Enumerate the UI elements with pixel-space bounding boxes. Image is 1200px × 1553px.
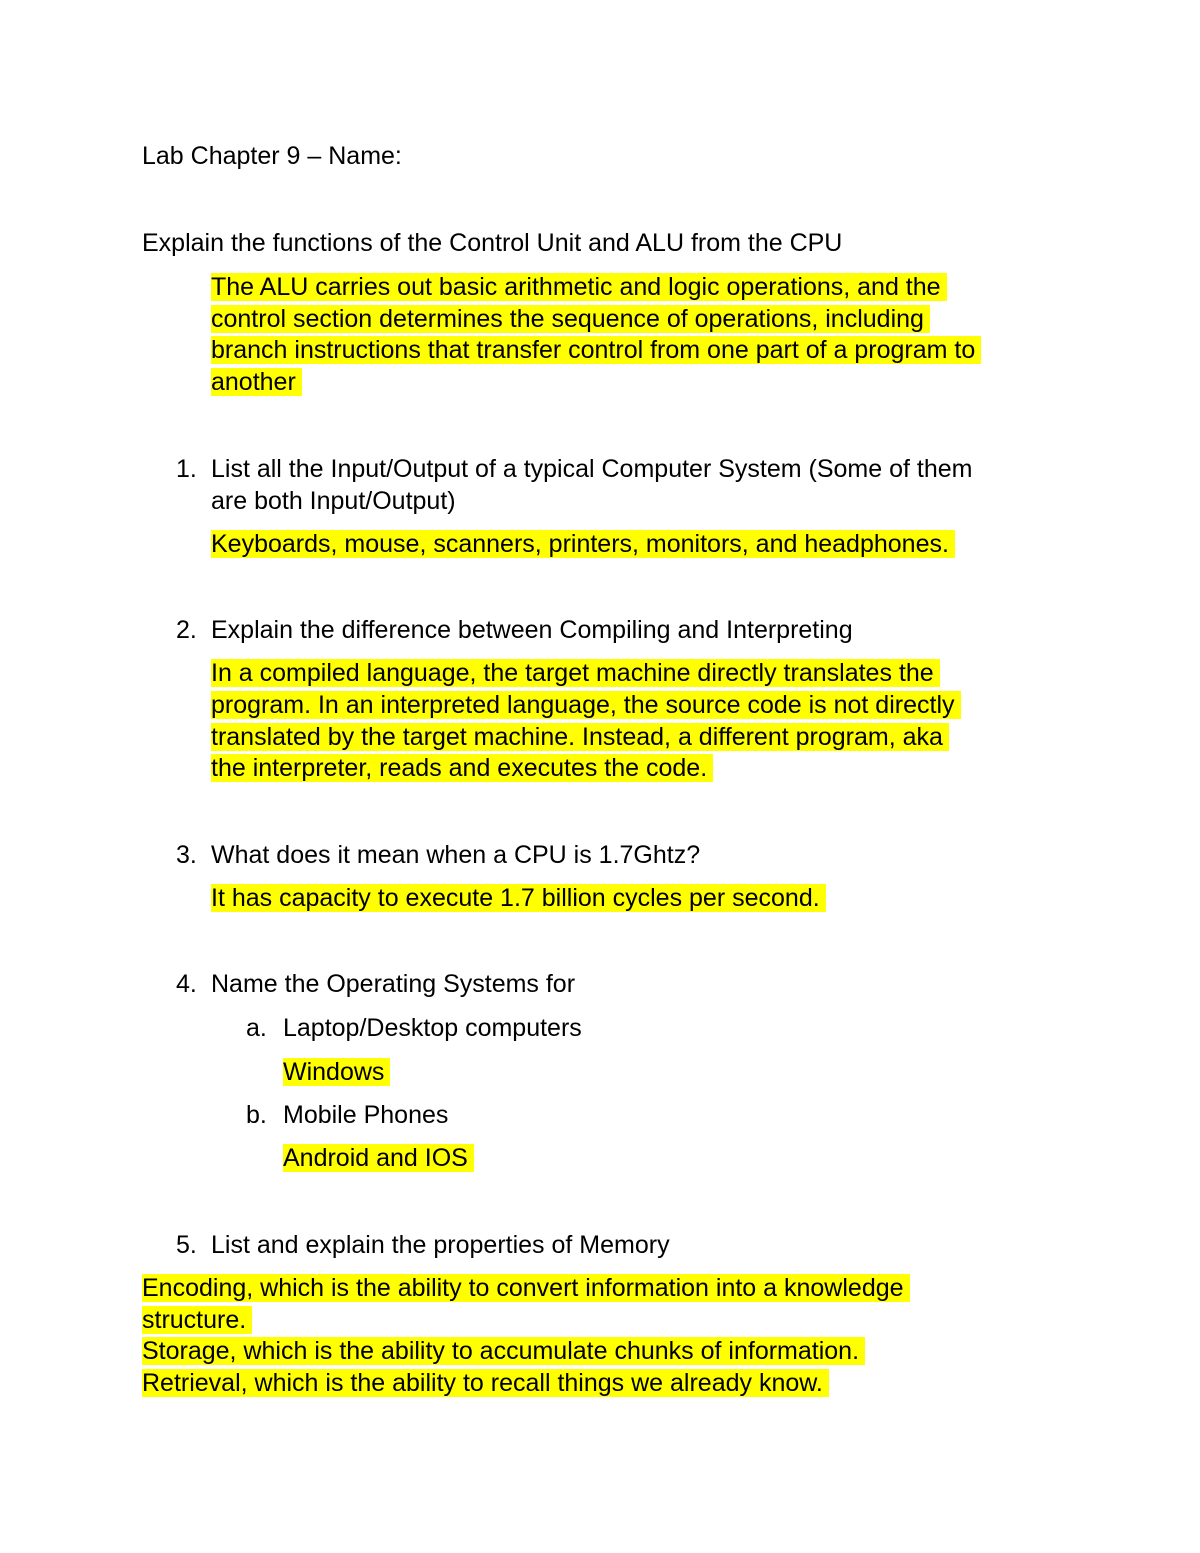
q4a-answer: Windows bbox=[283, 1057, 390, 1088]
q3-number: 3. bbox=[176, 841, 197, 869]
q2-number: 2. bbox=[176, 616, 197, 644]
q5-answer-line: Retrieval, which is the ability to recall things we already know. bbox=[142, 1368, 829, 1399]
intro-answer-line: another bbox=[211, 367, 302, 398]
q2-question: Explain the difference between Compiling and Interpreting bbox=[211, 616, 853, 644]
q3-question: What does it mean when a CPU is 1.7Ghtz? bbox=[211, 841, 701, 869]
q2-answer-line: translated by the target machine. Instead, a different program, aka bbox=[211, 722, 949, 753]
q4b-answer: Android and IOS bbox=[283, 1143, 474, 1174]
q1-number: 1. bbox=[176, 455, 197, 483]
q2-answer-line: In a compiled language, the target machine directly translates the bbox=[211, 658, 940, 689]
q4b-label: Mobile Phones bbox=[283, 1101, 449, 1129]
q4a-letter: a. bbox=[246, 1014, 267, 1042]
q4a-label: Laptop/Desktop computers bbox=[283, 1014, 582, 1042]
q2-answer-line: program. In an interpreted language, the source code is not directly bbox=[211, 690, 961, 721]
q5-answer-line: structure. bbox=[142, 1305, 252, 1336]
q3-answer: It has capacity to execute 1.7 billion cycles per second. bbox=[211, 883, 826, 914]
q4b-letter: b. bbox=[246, 1101, 267, 1129]
q2-answer-line: the interpreter, reads and executes the code. bbox=[211, 753, 713, 784]
q1-question-line: are both Input/Output) bbox=[211, 487, 456, 515]
q4-number: 4. bbox=[176, 970, 197, 998]
q1-question-line: List all the Input/Output of a typical Computer System (Some of them bbox=[211, 455, 973, 483]
page-title: Lab Chapter 9 – Name: bbox=[142, 142, 402, 170]
q5-answer-line: Encoding, which is the ability to convert information into a knowledge bbox=[142, 1273, 910, 1304]
q5-number: 5. bbox=[176, 1231, 197, 1259]
intro-answer-line: The ALU carries out basic arithmetic and logic operations, and the bbox=[211, 272, 947, 303]
intro-question: Explain the functions of the Control Unit and ALU from the CPU bbox=[142, 229, 843, 257]
q5-question: List and explain the properties of Memory bbox=[211, 1231, 670, 1259]
q1-answer: Keyboards, mouse, scanners, printers, monitors, and headphones. bbox=[211, 529, 955, 560]
q5-answer-line: Storage, which is the ability to accumulate chunks of information. bbox=[142, 1336, 865, 1367]
intro-answer-line: control section determines the sequence of operations, including bbox=[211, 304, 930, 335]
intro-answer-line: branch instructions that transfer control from one part of a program to bbox=[211, 335, 981, 366]
q4-question: Name the Operating Systems for bbox=[211, 970, 576, 998]
